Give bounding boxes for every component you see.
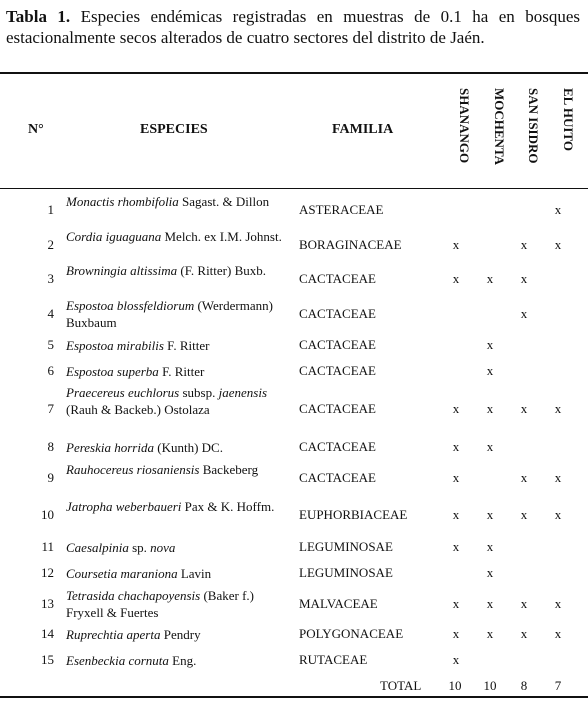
presence-mark: x bbox=[520, 626, 528, 641]
table-row bbox=[0, 262, 588, 296]
species-name: Espostoa blossfeldiorum bbox=[66, 298, 195, 313]
presence-mark: x bbox=[520, 237, 528, 252]
species-name-2: jaenensis bbox=[218, 385, 268, 400]
row-number: 11 bbox=[41, 539, 54, 554]
row-number: 13 bbox=[41, 596, 54, 611]
table-row bbox=[0, 561, 588, 585]
table-row bbox=[0, 648, 588, 672]
family-cell: CACTACEAE bbox=[299, 470, 376, 485]
species-cell bbox=[66, 262, 291, 279]
presence-mark: x bbox=[486, 337, 494, 352]
row-number: 4 bbox=[47, 306, 54, 321]
species-cell bbox=[66, 337, 291, 354]
presence-mark: x bbox=[520, 306, 528, 321]
table-row bbox=[0, 461, 588, 495]
species-name: Browningia altissima bbox=[66, 263, 178, 278]
species-name: Espostoa mirabilis bbox=[66, 337, 164, 353]
presence-mark: x bbox=[452, 507, 460, 522]
species-name: Tetrasida chachapoyensis bbox=[66, 588, 201, 603]
total-san-isidro: 8 bbox=[520, 678, 528, 693]
species-cell bbox=[66, 297, 291, 331]
row-number: 10 bbox=[41, 507, 54, 522]
species-cell bbox=[66, 652, 291, 669]
presence-mark: x bbox=[554, 237, 562, 252]
family-cell: CACTACEAE bbox=[299, 271, 376, 286]
family-cell: CACTACEAE bbox=[299, 439, 376, 454]
total-shanango: 10 bbox=[448, 678, 462, 693]
family-cell: CACTACEAE bbox=[299, 306, 376, 321]
table-row bbox=[0, 497, 588, 533]
header-sector-el-huito: EL HUITO bbox=[561, 88, 576, 151]
total-el-huito: 7 bbox=[554, 678, 562, 693]
species-author: subsp. bbox=[182, 385, 216, 400]
presence-mark: x bbox=[452, 401, 460, 416]
presence-mark: x bbox=[520, 271, 528, 286]
species-author: Melch. ex I.M. Johnst. bbox=[164, 229, 282, 244]
table-row bbox=[0, 228, 588, 262]
presence-mark: x bbox=[520, 507, 528, 522]
family-cell: CACTACEAE bbox=[299, 337, 376, 352]
caption-label: Tabla 1. bbox=[6, 7, 71, 26]
species-name: Jatropha weberbaueri bbox=[66, 499, 182, 514]
row-number: 6 bbox=[47, 363, 54, 378]
table-caption bbox=[6, 6, 580, 48]
total-mochenta: 10 bbox=[483, 678, 497, 693]
row-number: 5 bbox=[47, 337, 54, 352]
caption-text: Especies endémicas registradas en muestras de 0.1 ha en bosques estacionalmente secos alterados de cuatro sectores del distrito de Jaén. bbox=[6, 7, 580, 47]
species-author: Eng. bbox=[172, 652, 197, 668]
presence-mark: x bbox=[554, 596, 562, 611]
family-cell: EUPHORBIACEAE bbox=[299, 507, 408, 522]
row-number: 7 bbox=[47, 401, 54, 416]
species-author: Lavin bbox=[180, 565, 212, 581]
species-author-2: (Rauh & Backeb.) Ostolaza bbox=[66, 402, 210, 417]
species-cell bbox=[66, 587, 291, 621]
presence-mark: x bbox=[554, 626, 562, 641]
presence-mark: x bbox=[452, 271, 460, 286]
table-row bbox=[0, 587, 588, 621]
presence-mark: x bbox=[486, 363, 494, 378]
header-num: N° bbox=[28, 122, 44, 137]
presence-mark: x bbox=[554, 470, 562, 485]
family-cell: MALVACEAE bbox=[299, 596, 378, 611]
species-name: Monactis rhombifolia bbox=[66, 194, 179, 209]
top-rule bbox=[0, 72, 588, 74]
table-row bbox=[0, 193, 588, 227]
presence-mark: x bbox=[520, 401, 528, 416]
presence-mark: x bbox=[452, 539, 460, 554]
species-name: Pereskia horrida bbox=[66, 439, 154, 455]
family-cell: BORAGINACEAE bbox=[299, 237, 402, 252]
species-author: F. Ritter bbox=[162, 363, 205, 379]
family-cell: CACTACEAE bbox=[299, 401, 376, 416]
header-family: FAMILIA bbox=[332, 122, 394, 137]
presence-mark: x bbox=[554, 401, 562, 416]
family-cell: POLYGONACEAE bbox=[299, 626, 404, 641]
family-cell: LEGUMINOSAE bbox=[299, 539, 393, 554]
species-cell bbox=[66, 363, 291, 380]
species-name: Cordia iguaguana bbox=[66, 229, 162, 244]
species-cell bbox=[66, 626, 291, 643]
presence-mark: x bbox=[554, 202, 562, 217]
species-author: Backeberg bbox=[202, 462, 259, 477]
presence-mark: x bbox=[452, 439, 460, 454]
row-number: 9 bbox=[47, 470, 54, 485]
presence-mark: x bbox=[486, 271, 494, 286]
species-cell bbox=[66, 461, 291, 478]
family-cell: LEGUMINOSAE bbox=[299, 565, 393, 580]
row-number: 8 bbox=[47, 439, 54, 454]
species-name: Praecereus euchlorus bbox=[66, 385, 180, 400]
row-number: 14 bbox=[41, 626, 54, 641]
species-name: Coursetia maranionа bbox=[66, 565, 178, 581]
table-row bbox=[0, 435, 588, 459]
table-row bbox=[0, 384, 588, 434]
species-name: Ruprechtia aperta bbox=[66, 626, 161, 642]
bottom-rule bbox=[0, 696, 588, 698]
presence-mark: x bbox=[452, 596, 460, 611]
species-cell bbox=[66, 498, 291, 515]
presence-mark: x bbox=[554, 507, 562, 522]
table-row bbox=[0, 359, 588, 383]
presence-mark: x bbox=[486, 596, 494, 611]
presence-mark: x bbox=[486, 507, 494, 522]
presence-mark: x bbox=[452, 237, 460, 252]
presence-mark: x bbox=[452, 470, 460, 485]
row-number: 2 bbox=[47, 237, 54, 252]
presence-mark: x bbox=[486, 439, 494, 454]
species-name: Rauhocereus riosaniensis bbox=[66, 462, 200, 477]
header-sector-shanango: SHANANGO bbox=[457, 88, 472, 164]
presence-mark: x bbox=[452, 652, 460, 667]
presence-mark: x bbox=[452, 626, 460, 641]
row-number: 12 bbox=[41, 565, 54, 580]
species-cell bbox=[66, 384, 291, 418]
total-label: TOTAL bbox=[380, 678, 422, 693]
species-name: Esenbeckia cornuta bbox=[66, 652, 169, 668]
table-row bbox=[0, 333, 588, 357]
species-author: F. Ritter bbox=[167, 337, 210, 353]
species-cell bbox=[66, 193, 291, 210]
species-cell bbox=[66, 228, 291, 245]
presence-mark: x bbox=[520, 596, 528, 611]
header-sector-san-isidro: SAN ISIDRO bbox=[526, 88, 541, 164]
species-author: (Werdermann) Buxbaum bbox=[66, 298, 273, 330]
row-number: 1 bbox=[47, 202, 54, 217]
species-author: Pax & K. Hoffm. bbox=[184, 499, 275, 514]
presence-mark: x bbox=[486, 539, 494, 554]
species-author: (Kunth) DC. bbox=[157, 439, 223, 455]
species-author: (Baker f.) Fryxell & Fuertes bbox=[66, 588, 254, 620]
header-sector-mochenta: MOCHENTA bbox=[492, 88, 507, 166]
row-number: 15 bbox=[41, 652, 54, 667]
species-name-2: nova bbox=[150, 539, 176, 555]
family-cell: RUTACEAE bbox=[299, 652, 368, 667]
species-name: Espostoa superba bbox=[66, 363, 159, 379]
species-author: (F. Ritter) Buxb. bbox=[180, 263, 266, 278]
species-author: Sagast. & Dillon bbox=[182, 194, 270, 209]
presence-mark: x bbox=[486, 565, 494, 580]
table-row bbox=[0, 622, 588, 646]
species-author: sp. bbox=[132, 539, 147, 555]
family-cell: CACTACEAE bbox=[299, 363, 376, 378]
row-number: 3 bbox=[47, 271, 54, 286]
presence-mark: x bbox=[486, 626, 494, 641]
table-row bbox=[0, 535, 588, 559]
species-cell bbox=[66, 539, 291, 556]
header-rule bbox=[0, 188, 588, 189]
presence-mark: x bbox=[520, 470, 528, 485]
table-row bbox=[0, 296, 588, 332]
family-cell: ASTERACEAE bbox=[299, 202, 384, 217]
species-author: Pendry bbox=[163, 626, 201, 642]
header-species: ESPECIES bbox=[140, 122, 208, 137]
presence-mark: x bbox=[486, 401, 494, 416]
species-name: Caesalpinia bbox=[66, 539, 129, 555]
species-cell bbox=[66, 439, 291, 456]
species-cell bbox=[66, 565, 291, 582]
